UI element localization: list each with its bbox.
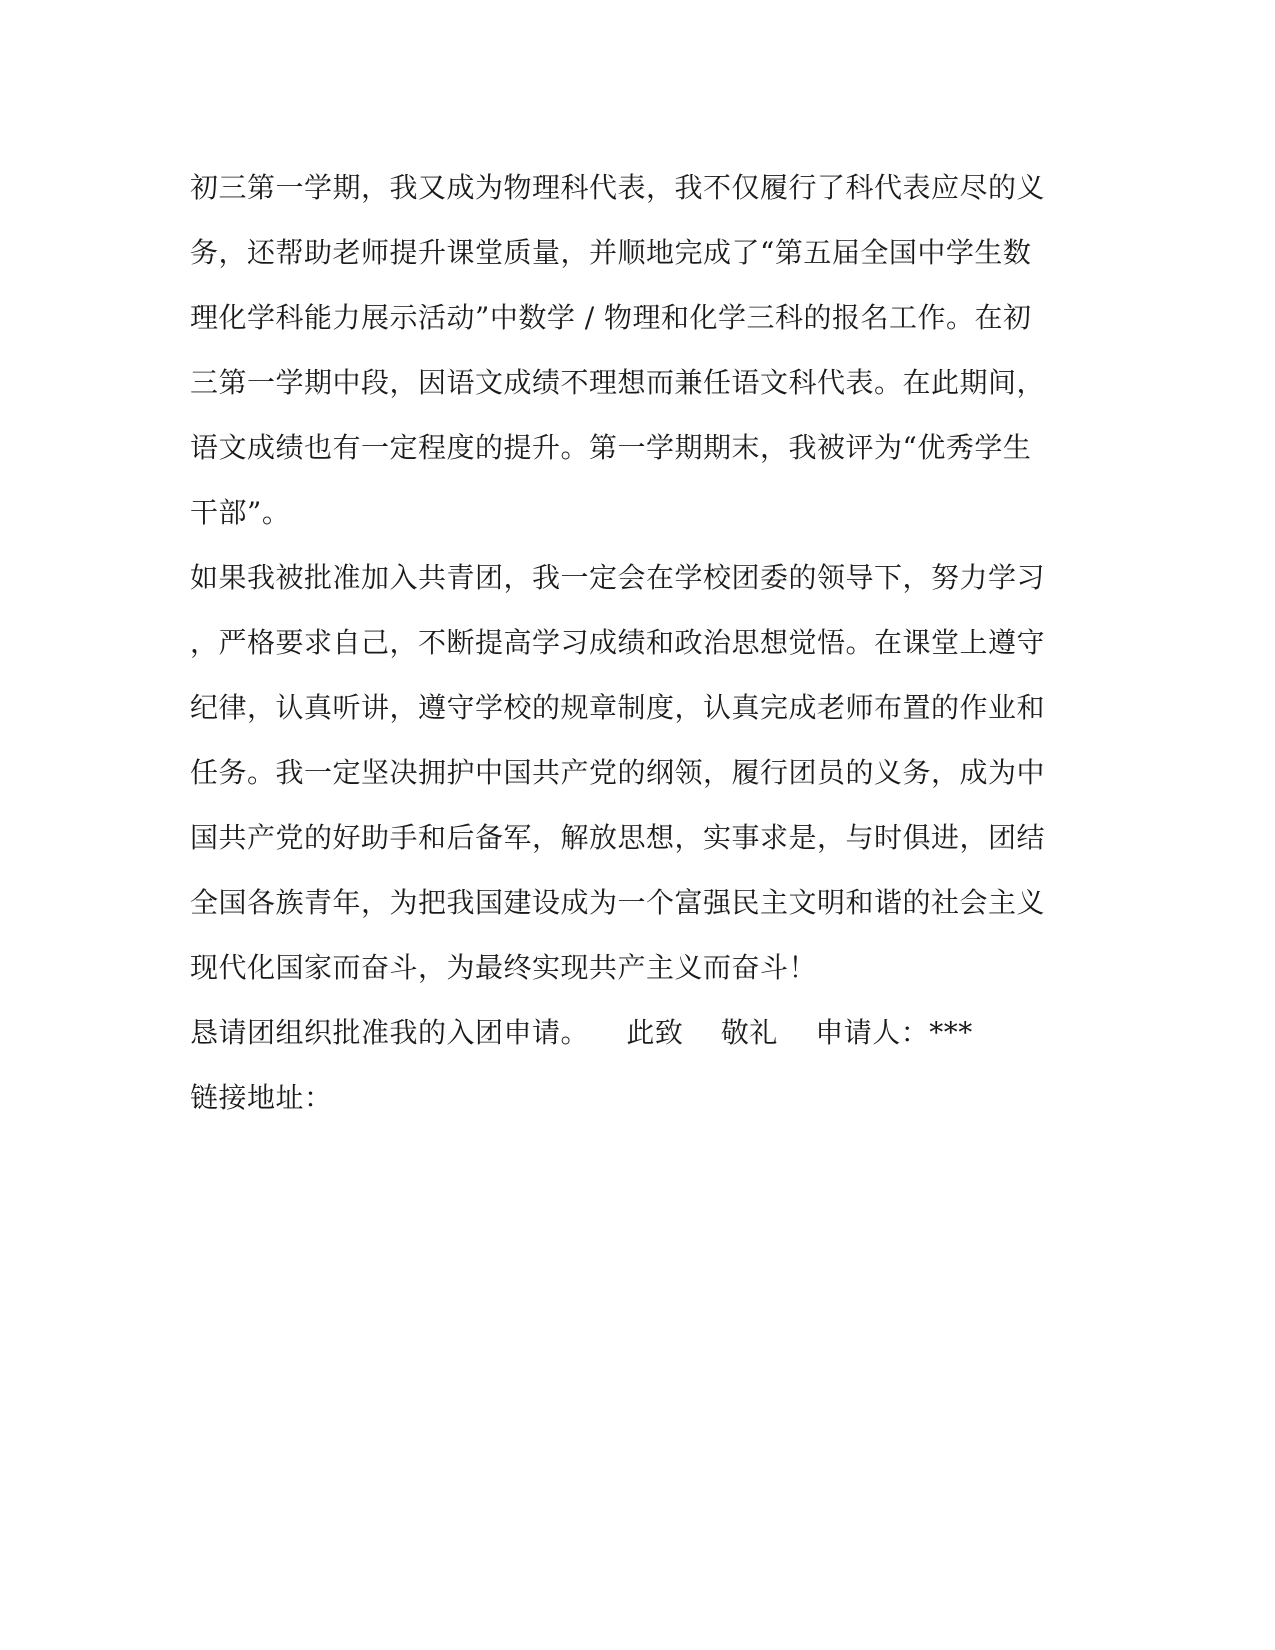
text-line: 干部”。 — [190, 496, 291, 529]
text-line: 全国各族青年，为把我国建设成为一个富强民主文明和谐的社会主义 — [190, 886, 1046, 919]
text-line: 初三第一学期，我又成为物理科代表，我不仅履行了科代表应尽的义 — [190, 171, 1046, 204]
paragraph-pledge — [190, 545, 1070, 1000]
closing-greeting-1: 此致 — [626, 1016, 684, 1049]
text-line: 三第一学期中段，因语文成绩不理想而兼任语文科代表。在此期间， — [190, 366, 1046, 399]
text-line: 务，还帮助老师提升课堂质量，并顺地完成了“第五届全国中学生数 — [190, 236, 1032, 269]
document-body — [190, 155, 1070, 1130]
text-line: 国共产党的好助手和后备军，解放思想，实事求是，与时俱进，团结 — [190, 821, 1046, 854]
closing-request: 恳请团组织批准我的入团申请。 — [190, 1016, 590, 1049]
text-line: 现代化国家而奋斗，为最终实现共产主义而奋斗！ — [190, 951, 818, 984]
text-line: ，严格要求自己，不断提高学习成绩和政治思想觉悟。在课堂上遵守 — [190, 626, 1046, 659]
signature: 申请人：*** — [815, 1016, 973, 1049]
paragraph-class-rep — [190, 155, 1070, 545]
text-line: 理化学科能力展示活动”中数学 / 物理和化学三科的报名工作。在初 — [190, 301, 1032, 334]
text-line: 纪律，认真听讲，遵守学校的规章制度，认真完成老师布置的作业和 — [190, 691, 1046, 724]
closing-line — [190, 1000, 1070, 1065]
text-line: 如果我被批准加入共青团，我一定会在学校团委的领导下，努力学习 — [190, 561, 1046, 594]
text-line: 任务。我一定坚决拥护中国共产党的纲领，履行团员的义务，成为中 — [190, 756, 1046, 789]
closing-greeting-2: 敬礼 — [720, 1016, 778, 1049]
link-label: 链接地址： — [190, 1081, 333, 1114]
text-line: 语文成绩也有一定程度的提升。第一学期期末，我被评为“优秀学生 — [190, 431, 1032, 464]
